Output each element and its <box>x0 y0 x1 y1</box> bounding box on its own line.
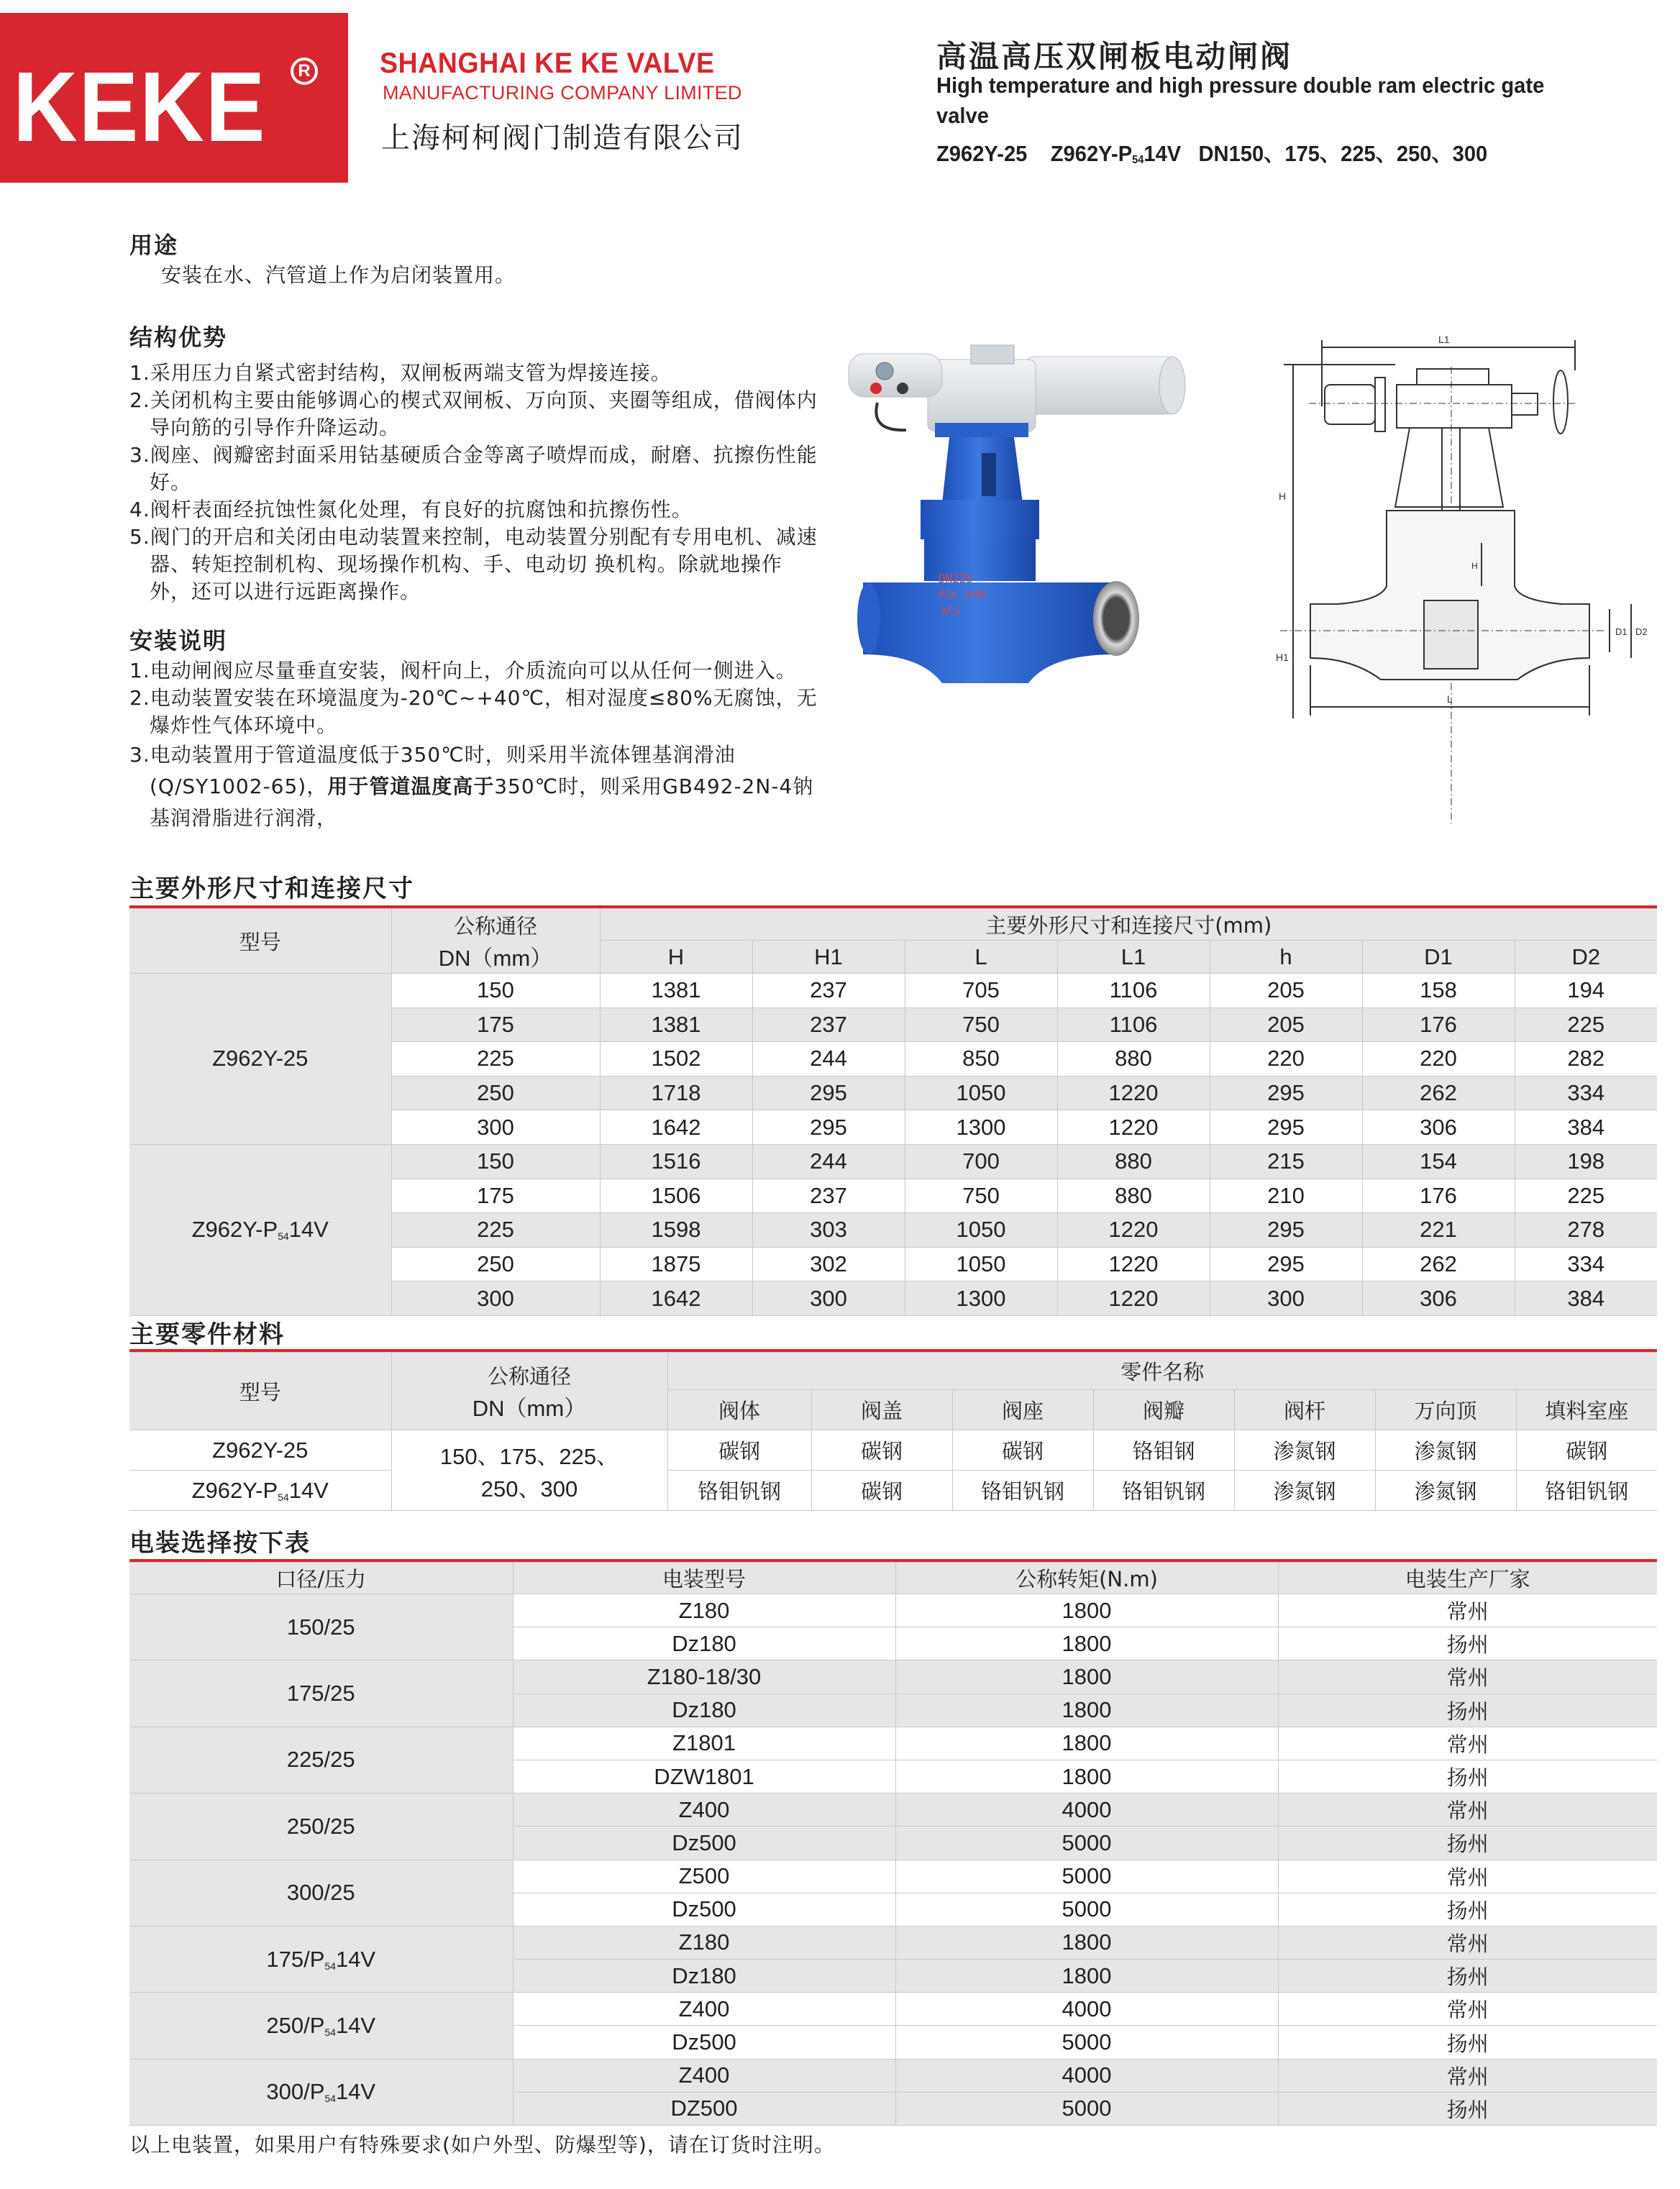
cell: 262 <box>1362 1076 1515 1110</box>
table-row <box>129 1860 1657 1893</box>
material-cell: 渗氮钢 <box>1234 1471 1375 1511</box>
cell: 1800 <box>895 1960 1278 1993</box>
structure-item: 5.阀门的开启和关闭由电动装置来控制，电动装置分别配有专用电机、减速器、转矩控制机构、现场操作机构、手、电动切 换机构。除就地操作外，还可以进行远距离操作。 <box>129 525 818 603</box>
size-pressure-cell: 150/25 <box>129 1594 513 1660</box>
cell: 244 <box>752 1042 905 1077</box>
cell: 175 <box>391 1179 600 1213</box>
cell: 158 <box>1362 974 1515 1008</box>
col-model: 型号 <box>129 1353 391 1430</box>
cell: 1381 <box>600 1007 752 1042</box>
install-heading: 安装说明 <box>129 627 228 654</box>
col-dn: 公称通径 DN（mm） <box>391 1353 667 1430</box>
model-cell: Z962Y-25 <box>129 974 391 1145</box>
table-row <box>129 1471 1657 1511</box>
size-pressure-cell: 300/25 <box>129 1860 513 1926</box>
cell: 295 <box>1210 1247 1362 1281</box>
structure-heading: 结构优势 <box>129 324 228 351</box>
cell: 4000 <box>895 2059 1278 2092</box>
cell: Dz180 <box>513 1694 895 1727</box>
cell: 750 <box>905 1007 1057 1042</box>
cell: 300 <box>391 1281 600 1316</box>
materials-title: 主要零件材料 <box>129 1320 285 1349</box>
cell: 扬州 <box>1278 1827 1657 1860</box>
col-d1: D1 <box>1362 941 1515 974</box>
cell: 295 <box>752 1110 905 1145</box>
cell: 1800 <box>895 1660 1278 1694</box>
material-cell: 铬钼钢 <box>1093 1430 1234 1471</box>
structure-item: 3.阀座、阀瓣密封面采用钴基硬质合金等离子喷焊而成，耐磨、抗擦伤性能好。 <box>129 443 818 494</box>
cell: 205 <box>1210 974 1362 1008</box>
cell: DZ500 <box>513 2092 895 2125</box>
dimensions-group-header: 主要外形尺寸和连接尺寸(mm) <box>600 909 1657 941</box>
col-part: 阀座 <box>952 1390 1093 1430</box>
logo-text: KEKE <box>13 52 267 163</box>
cell: 220 <box>1362 1042 1515 1077</box>
col-h1: H1 <box>752 941 905 974</box>
cell: 210 <box>1210 1179 1362 1213</box>
cell: 1800 <box>895 1926 1278 1959</box>
actuators-title: 电装选择按下表 <box>129 1529 311 1558</box>
cell: 1642 <box>600 1110 752 1145</box>
cell: 225 <box>1515 1007 1657 1042</box>
company-name-en-line1: SHANGHAI KE KE VALVE <box>380 47 715 79</box>
cell: 1220 <box>1057 1076 1210 1110</box>
drawing-label-h1: H1 <box>1276 652 1289 663</box>
cell: 700 <box>905 1144 1057 1179</box>
install-list <box>129 657 820 834</box>
table-row <box>129 1993 1657 2026</box>
model-cell: Z962Y-25 <box>129 1430 391 1471</box>
col-actuator: 电装型号 <box>513 1563 895 1594</box>
cell: 1718 <box>600 1076 752 1110</box>
structure-list <box>129 360 820 605</box>
cell: 4000 <box>895 1993 1278 2026</box>
photo-marking-material: WCS <box>942 605 961 617</box>
cell: 154 <box>1362 1144 1515 1179</box>
material-cell: 铬钼钒钢 <box>667 1471 811 1511</box>
col-h: H <box>600 941 752 974</box>
cell: 1106 <box>1057 1007 1210 1042</box>
cell: DZW1801 <box>513 1760 895 1793</box>
table-row <box>129 1430 1657 1471</box>
cell: 850 <box>905 1042 1057 1077</box>
cell: 扬州 <box>1278 2092 1657 2125</box>
col-actuator: 电装生产厂家 <box>1278 1563 1657 1594</box>
cell: 244 <box>752 1144 905 1179</box>
cell: 扬州 <box>1278 1960 1657 1993</box>
cell: Dz180 <box>513 1627 895 1660</box>
cell: 306 <box>1362 1110 1515 1145</box>
usage-text: 安装在水、汽管道上作为启闭装置用。 <box>161 263 516 287</box>
install-item: 3.电动装置用于管道温度低于350℃时，则采用半流体锂基润滑油(Q/SY1002-65)，用于管道温度高于350℃时，则采用GB492-2N-4钠基润滑脂进行润滑， <box>129 743 814 830</box>
cell: 176 <box>1362 1007 1515 1042</box>
registered-trademark-icon: R <box>291 58 318 85</box>
cell: 1642 <box>600 1281 752 1316</box>
col-actuator: 口径/压力 <box>129 1563 513 1594</box>
cell: 5000 <box>895 1860 1278 1893</box>
cell: 880 <box>1057 1179 1210 1213</box>
cell: 5000 <box>895 2026 1278 2059</box>
brand-logo <box>0 13 348 183</box>
drawing-label-h: H <box>1279 490 1287 502</box>
col-dn: 公称通径 DN（mm） <box>391 909 600 974</box>
cell: 250 <box>391 1247 600 1281</box>
install-item: 1.电动闸阀应尽量垂直安装，阀杆向上，介质流向可以从任何一侧进入。 <box>129 659 797 682</box>
cell: 1516 <box>600 1144 752 1179</box>
actuators-table <box>129 1562 1657 2126</box>
cell: 300 <box>391 1110 600 1145</box>
cell: 237 <box>752 974 905 1008</box>
cell: 278 <box>1515 1213 1657 1248</box>
cell: 1106 <box>1057 974 1210 1008</box>
col-actuator: 公称转矩(N.m) <box>895 1563 1278 1594</box>
cell: 880 <box>1057 1144 1210 1179</box>
model-1: Z962Y-25 <box>936 141 1028 166</box>
cell: 334 <box>1515 1247 1657 1281</box>
cell: 295 <box>1210 1110 1362 1145</box>
cell: 常州 <box>1278 1660 1657 1694</box>
cell: 302 <box>752 1247 905 1281</box>
materials-group-header: 零件名称 <box>667 1353 1657 1390</box>
cell: 176 <box>1362 1179 1515 1213</box>
cell: Dz500 <box>513 1827 895 1860</box>
cell: 880 <box>1057 1042 1210 1077</box>
cell: 扬州 <box>1278 1760 1657 1793</box>
material-cell: 铬钼钒钢 <box>952 1471 1093 1511</box>
cell: 282 <box>1515 1042 1657 1077</box>
cell: 306 <box>1362 1281 1515 1316</box>
material-cell: 碳钢 <box>667 1430 811 1471</box>
company-name-en-line2: MANUFACTURING COMPANY LIMITED <box>383 82 742 104</box>
photo-marking-dn: DN225 <box>939 572 974 585</box>
cell: Z500 <box>513 1860 895 1893</box>
dn-list: DN150、175、225、250、300 <box>1198 141 1488 166</box>
table-row <box>129 1594 1657 1627</box>
cell: 295 <box>752 1076 905 1110</box>
cell: 1050 <box>905 1247 1057 1281</box>
cell: 198 <box>1515 1144 1657 1179</box>
cell: Z400 <box>513 1793 895 1827</box>
cell: 384 <box>1515 1110 1657 1145</box>
cell: 220 <box>1210 1042 1362 1077</box>
col-l1: L1 <box>1057 941 1210 974</box>
material-cell: 渗氮钢 <box>1375 1471 1516 1511</box>
technical-drawing <box>1266 327 1654 859</box>
table-row <box>129 974 1657 1008</box>
drawing-label-h-small: H <box>1471 561 1478 571</box>
model-cell: $Z962Y-P_{54}14V$ <box>129 1471 391 1511</box>
cell: 常州 <box>1278 1993 1657 2026</box>
actuators-footnote: 以上电装置，如果用户有特殊要求(如户外型、防爆型等)，请在订货时注明。 <box>129 2133 835 2157</box>
cell: 1800 <box>895 1727 1278 1760</box>
cell: 1300 <box>905 1110 1057 1145</box>
cell: Z1801 <box>513 1727 895 1760</box>
drawing-label-d2: D2 <box>1635 626 1648 637</box>
col-part: 万向顶 <box>1375 1390 1516 1430</box>
table-row <box>129 1926 1657 1959</box>
dn-cell: 150、175、225、 250、300 <box>391 1430 667 1511</box>
cell: 150 <box>391 974 600 1008</box>
cell: 1506 <box>600 1179 752 1213</box>
cell: 1220 <box>1057 1213 1210 1248</box>
usage-heading: 用途 <box>129 232 179 259</box>
cell: 295 <box>1210 1213 1362 1248</box>
cell: 常州 <box>1278 1594 1657 1627</box>
material-cell: 铬钼钒钢 <box>1516 1471 1657 1511</box>
cell: 1220 <box>1057 1247 1210 1281</box>
cell: 384 <box>1515 1281 1657 1316</box>
cell: Z400 <box>513 1993 895 2026</box>
size-pressure-cell: 225/25 <box>129 1727 513 1793</box>
cell: 4000 <box>895 1793 1278 1827</box>
company-name-cn: 上海柯柯阀门制造有限公司 <box>381 122 744 155</box>
cell: 215 <box>1210 1144 1362 1179</box>
size-pressure-cell: $175/P_{54}14V$ <box>129 1926 513 1992</box>
model-cell: $Z962Y-P_{54}14V$ <box>129 1144 391 1315</box>
cell: 1800 <box>895 1694 1278 1727</box>
cell: 1381 <box>600 974 752 1008</box>
cell: Z180 <box>513 1594 895 1627</box>
cell: 1220 <box>1057 1281 1210 1316</box>
cell: 262 <box>1362 1247 1515 1281</box>
material-cell: 碳钢 <box>1516 1430 1657 1471</box>
cell: 237 <box>752 1007 905 1042</box>
cell: 1800 <box>895 1627 1278 1660</box>
col-h: h <box>1210 941 1362 974</box>
cell: 250 <box>391 1076 600 1110</box>
cell: Dz500 <box>513 2026 895 2059</box>
cell: 300 <box>1210 1281 1362 1316</box>
cell: 扬州 <box>1278 1893 1657 1926</box>
material-cell: 碳钢 <box>811 1471 952 1511</box>
cell: 1800 <box>895 1760 1278 1793</box>
dimensions-title: 主要外形尺寸和连接尺寸 <box>129 874 414 903</box>
cell: 扬州 <box>1278 2026 1657 2059</box>
cell: 225 <box>391 1042 600 1077</box>
install-item: 2.电动装置安装在环境温度为-20℃~+40℃，相对湿度≤80%无腐蚀，无爆炸性气体环境中。 <box>129 686 818 737</box>
structure-item: 1.采用压力自紧式密封结构，双闸板两端支管为焊接连接。 <box>129 361 672 385</box>
cell: 303 <box>752 1213 905 1248</box>
material-cell: 渗氮钢 <box>1375 1430 1516 1471</box>
cell: 5000 <box>895 2092 1278 2125</box>
cell: 194 <box>1515 974 1657 1008</box>
product-title-en: High temperature and high pressure double ram electric gate valve <box>936 73 1545 128</box>
table-row <box>129 1727 1657 1760</box>
col-d2: D2 <box>1515 941 1657 974</box>
col-part: 阀体 <box>667 1390 811 1430</box>
cell: 1502 <box>600 1042 752 1077</box>
cell: 1220 <box>1057 1110 1210 1145</box>
cell: 常州 <box>1278 1860 1657 1893</box>
size-pressure-cell: $300/P_{54}14V$ <box>129 2059 513 2125</box>
col-model: 型号 <box>129 909 391 974</box>
valve-product-photo <box>834 316 1223 863</box>
cell: 237 <box>752 1179 905 1213</box>
cell: 225 <box>391 1213 600 1248</box>
cell: 175 <box>391 1007 600 1042</box>
table-row <box>129 2059 1657 2092</box>
cell: 705 <box>905 974 1057 1008</box>
cell: Z400 <box>513 2059 895 2092</box>
cell: Dz500 <box>513 1893 895 1926</box>
model-2: Z962Y-P5414V <box>1050 141 1182 167</box>
materials-table <box>129 1352 1657 1511</box>
dimensions-table <box>129 908 1657 1316</box>
drawing-label-l1: L1 <box>1438 334 1450 345</box>
drawing-label-d1: D1 <box>1615 626 1628 637</box>
structure-item: 4.阀杆表面经抗蚀性氮化处理，有良好的抗腐蚀和抗擦伤性。 <box>129 498 693 521</box>
cell: 1050 <box>905 1076 1057 1110</box>
material-cell: 碳钢 <box>952 1430 1093 1471</box>
cell: 221 <box>1362 1213 1515 1248</box>
cell: 1875 <box>600 1247 752 1281</box>
material-cell: 渗氮钢 <box>1234 1430 1375 1471</box>
photo-marking-pressure: P54 140V <box>939 590 987 601</box>
structure-item: 2.关闭机构主要由能够调心的楔式双闸板、万向顶、夹圈等组成，借阀体内导向筋的引导作升降运动。 <box>129 388 818 439</box>
cell: 205 <box>1210 1007 1362 1042</box>
cell: 295 <box>1210 1076 1362 1110</box>
col-part: 阀瓣 <box>1093 1390 1234 1430</box>
size-pressure-cell: 175/25 <box>129 1660 513 1727</box>
cell: 常州 <box>1278 2059 1657 2092</box>
cell: 5000 <box>895 1893 1278 1926</box>
product-models-line <box>936 135 1487 168</box>
cell: 扬州 <box>1278 1627 1657 1660</box>
size-pressure-cell: $250/P_{54}14V$ <box>129 1993 513 2059</box>
cell: 常州 <box>1278 1926 1657 1959</box>
product-title-cn: 高温高压双闸板电动闸阀 <box>936 39 1293 74</box>
cell: 150 <box>391 1144 600 1179</box>
table-row <box>129 1144 1657 1179</box>
material-cell: 铬钼钒钢 <box>1093 1471 1234 1511</box>
col-part: 阀杆 <box>1234 1390 1375 1430</box>
cell: 334 <box>1515 1076 1657 1110</box>
table-row <box>129 1793 1657 1827</box>
cell: 1300 <box>905 1281 1057 1316</box>
cell: 1800 <box>895 1594 1278 1627</box>
cell: 1050 <box>905 1213 1057 1248</box>
cell: 5000 <box>895 1827 1278 1860</box>
material-cell: 碳钢 <box>811 1430 952 1471</box>
cell: 225 <box>1515 1179 1657 1213</box>
cell: Z180 <box>513 1926 895 1959</box>
cell: 常州 <box>1278 1727 1657 1760</box>
cell: Dz180 <box>513 1960 895 1993</box>
col-part: 填料室座 <box>1516 1390 1657 1430</box>
cell: 750 <box>905 1179 1057 1213</box>
cell: Z180-18/30 <box>513 1660 895 1694</box>
size-pressure-cell: 250/25 <box>129 1793 513 1860</box>
cell: 扬州 <box>1278 1694 1657 1727</box>
table-row <box>129 1660 1657 1694</box>
cell: 300 <box>752 1281 905 1316</box>
col-part: 阀盖 <box>811 1390 952 1430</box>
cell: 常州 <box>1278 1793 1657 1827</box>
col-l: L <box>905 941 1057 974</box>
cell: 1598 <box>600 1213 752 1248</box>
drawing-label-l: L <box>1447 693 1453 705</box>
